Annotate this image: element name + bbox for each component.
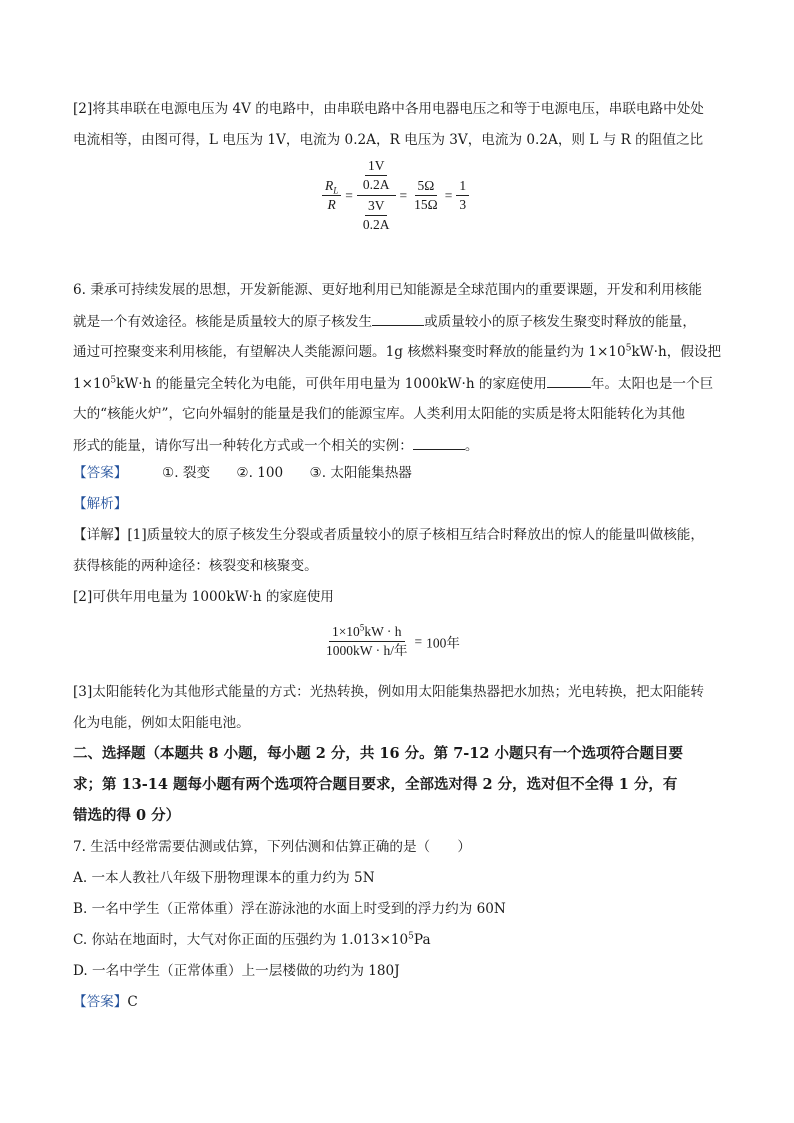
question-text: 或质量较小的原子核发生聚变时释放的能量，: [424, 314, 696, 330]
question-text: 形式的能量，请你写出一种转化方式或一个相关的实例：: [73, 438, 413, 454]
answer-text: . 裂变: [174, 465, 211, 481]
question-6-line: [73, 435, 478, 456]
answer-item: [236, 463, 283, 483]
formula-value: 5Ω: [415, 178, 438, 196]
question-text: 年。太阳也是一个巨: [590, 376, 714, 392]
answer-tag: 【答案】: [73, 994, 128, 1010]
formula-value: 1: [456, 178, 469, 196]
question-text: kW·h，假设把: [631, 344, 722, 360]
option-text: Pa: [413, 932, 431, 948]
superscript: 5: [408, 931, 414, 942]
detail-line: 化为电能，例如太阳能电池。: [73, 715, 250, 731]
section-heading: 二、选择题（本题共 8 小题，每小题 2 分，共 16 分。第 7-12 小题只有一个选项符合题目要: [73, 745, 684, 762]
detail-line: [3]太阳能转化为其他形式能量的方式：光热转换，例如用太阳能集热器把水加热；光电转换，把太阳能转: [73, 684, 704, 700]
question-6-line: 6. 秉承可持续发展的思想，开发新能源、更好地利用已知能源是全球范围内的重要课题，开发和利用核能: [73, 282, 703, 298]
formula-value: 0.2A: [362, 217, 390, 232]
answer-value: C: [127, 994, 138, 1010]
answer-item: [162, 463, 210, 483]
resistance-ratio-formula: [322, 158, 469, 233]
answer-text: . 太阳能集热器: [321, 465, 412, 481]
answer-6-row: [73, 463, 434, 483]
equals-sign: =: [399, 187, 408, 203]
formula-value: 0.2A: [362, 177, 390, 192]
question-text: 通过可控聚变来利用核能，有望解决人类能源问题。1g 核燃料聚变时释放的能量约为 1×10: [73, 344, 626, 360]
formula-value: 3: [459, 197, 467, 212]
equals-sign: =: [444, 187, 453, 203]
question-text: 1×10: [73, 376, 111, 392]
option-b: B. 一名中学生（正常体重）浮在游泳池的水面上时受到的浮力约为 60N: [73, 901, 506, 917]
question-6-line: [73, 342, 721, 362]
detail-line: 获得核能的两种途径：核裂变和核聚变。: [73, 558, 318, 574]
section-heading: 错选的得 0 分）: [73, 807, 181, 824]
answer-blank: [547, 373, 591, 388]
question-6-line: [73, 373, 713, 394]
superscript: 5: [110, 375, 117, 386]
formula-value: kW · h: [364, 624, 402, 639]
detail-line: [73, 525, 704, 545]
formula-symbol: R: [325, 178, 334, 193]
formula-value: 1000kW · h/年: [326, 643, 408, 658]
paragraph-line: 电流相等，由图可得，L 电压为 1V，电流为 0.2A，R 电压为 3V，电流为 0.2A，则 L 与 R 的阻值之比: [73, 132, 704, 148]
energy-years-formula: [323, 624, 460, 659]
answer-blank: [413, 435, 465, 450]
option-c: [73, 930, 431, 950]
formula-value: 1V: [365, 158, 388, 176]
formula-symbol: R: [327, 197, 336, 212]
answer-tag: 【答案】: [73, 465, 128, 481]
answer-7-row: [73, 992, 138, 1012]
circled-number: ③: [309, 465, 322, 481]
circled-number: ①: [162, 465, 175, 481]
superscript: 5: [359, 622, 365, 633]
formula-result: 100年: [426, 635, 460, 651]
option-d: D. 一名中学生（正常体重）上一层楼做的功约为 180J: [73, 963, 400, 979]
detail-line: [2]可供年用电量为 1000kW·h 的家庭使用: [73, 589, 334, 605]
equals-sign: =: [414, 633, 423, 649]
equals-sign: =: [345, 187, 353, 203]
answer-blank: [372, 311, 424, 326]
detail-text: [1]质量较大的原子核发生分裂或者质量较小的原子核相互结合时释放出的惊人的能量叫做核能，: [127, 527, 704, 543]
question-7-stem: 7. 生活中经常需要估测或估算，下列估测和估算正确的是（ ）: [73, 839, 471, 855]
question-text: 。: [464, 438, 479, 454]
superscript: 5: [625, 343, 632, 354]
analysis-tag: 【解析】: [73, 496, 128, 512]
question-6-line: 大的“核能火炉”，它向外辐射的能量是我们的能源宝库。人类利用太阳能的实质是将太阳能转化为其他: [73, 406, 686, 422]
formula-value: 1×10: [331, 624, 360, 639]
detail-tag: 【详解】: [73, 527, 128, 543]
question-text: 就是一个有效途径。核能是质量较大的原子核发生: [73, 314, 373, 330]
formula-value: 3V: [365, 198, 388, 216]
option-text: C. 你站在地面时，大气对你正面的压强约为 1.013×10: [73, 932, 409, 948]
circled-number: ②: [236, 465, 249, 481]
formula-value: 15Ω: [414, 197, 438, 212]
question-text: kW·h 的能量完全转化为电能，可供年用电量为 1000kW·h 的家庭使用: [116, 376, 547, 392]
option-a: A. 一本人教社八年级下册物理课本的重力约为 5N: [73, 870, 375, 886]
answer-item: [310, 463, 412, 483]
paragraph-line: [2]将其串联在电源电压为 4V 的电路中，由串联电路中各用电器电压之和等于电源电压，串联电路中处处: [73, 101, 704, 117]
section-heading: 求；第 13-14 题每小题有两个选项符合题目要求，全部选对得 2 分，选对但不全得 1 分，有: [73, 776, 678, 793]
question-6-line: [73, 311, 696, 332]
formula-subscript: L: [333, 185, 339, 196]
analysis-tag-row: [73, 494, 127, 514]
answer-text: . 100: [248, 465, 284, 481]
